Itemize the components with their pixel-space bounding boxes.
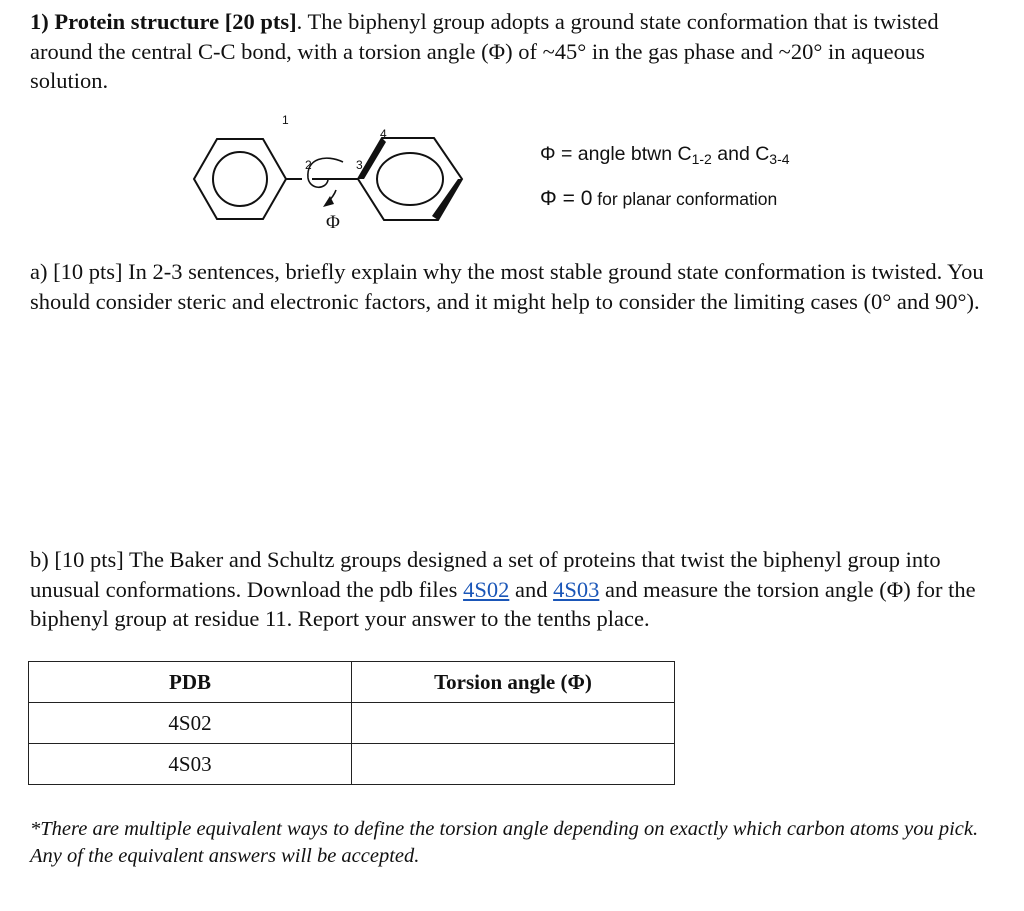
table-row	[29, 703, 675, 744]
phi-definition: Φ = angle btwn $C_{1-2}$ and $C_{3-4}$	[540, 143, 790, 167]
part-b-question: b) [10 pts] The Baker and Schultz groups designed a set of proteins that twist the biphenyl group into unusual conformations. Download the pdb files 4S02 and 4S03 and measure the torsion angle (Φ) for the biphenyl group at residue 11. Report your answer to the tenths place.	[30, 547, 976, 631]
pdb-link-4s02[interactable]: 4S02	[463, 576, 510, 602]
table-row	[29, 744, 675, 785]
header-torsion-angle: Torsion angle (Φ)	[352, 662, 675, 703]
left-benzene-ring	[194, 139, 286, 219]
header-pdb: PDB	[29, 662, 352, 703]
atom-label-3: 3	[356, 158, 363, 172]
intro-text: . The biphenyl group adopts a ground state conformation that is twisted around the central C-C bond, with a torsion angle (Φ) of ~45° in the gas phase and ~20° in aqueous solution.	[30, 9, 939, 93]
cell-torsion-answer[interactable]	[352, 744, 675, 785]
intro-paragraph	[30, 7, 1005, 96]
part-a-question: a) [10 pts] In 2-3 sentences, briefly explain why the most stable ground state conformation is twisted. You should consider steric and electronic factors, and it might help to consider the limiting cases (0° and 90°).	[30, 259, 984, 314]
atom-label-4: 4	[380, 127, 387, 141]
footnote: *There are multiple equivalent ways to define the torsion angle depending on exactly which carbon atoms you pick. Any of the equivalent answers will be accepted.	[30, 818, 979, 867]
biphenyl-structure	[186, 108, 486, 233]
planar-definition: Φ = 0 for planar conformation	[540, 187, 778, 210]
central-bond	[286, 158, 358, 207]
table-header-row	[29, 662, 675, 703]
cell-pdb-id: 4S02	[29, 703, 352, 744]
phi-label: Φ	[326, 212, 340, 233]
pdb-link-4s03[interactable]: 4S03	[553, 576, 600, 602]
cell-pdb-id: 4S03	[29, 744, 352, 785]
atom-label-2: 2	[305, 158, 312, 172]
cell-torsion-answer[interactable]	[352, 703, 675, 744]
atom-label-1: 1	[282, 113, 289, 127]
question-heading: 1) Protein structure [20 pts]	[30, 9, 297, 34]
torsion-angle-table	[28, 661, 675, 785]
right-benzene-ring	[358, 138, 462, 220]
